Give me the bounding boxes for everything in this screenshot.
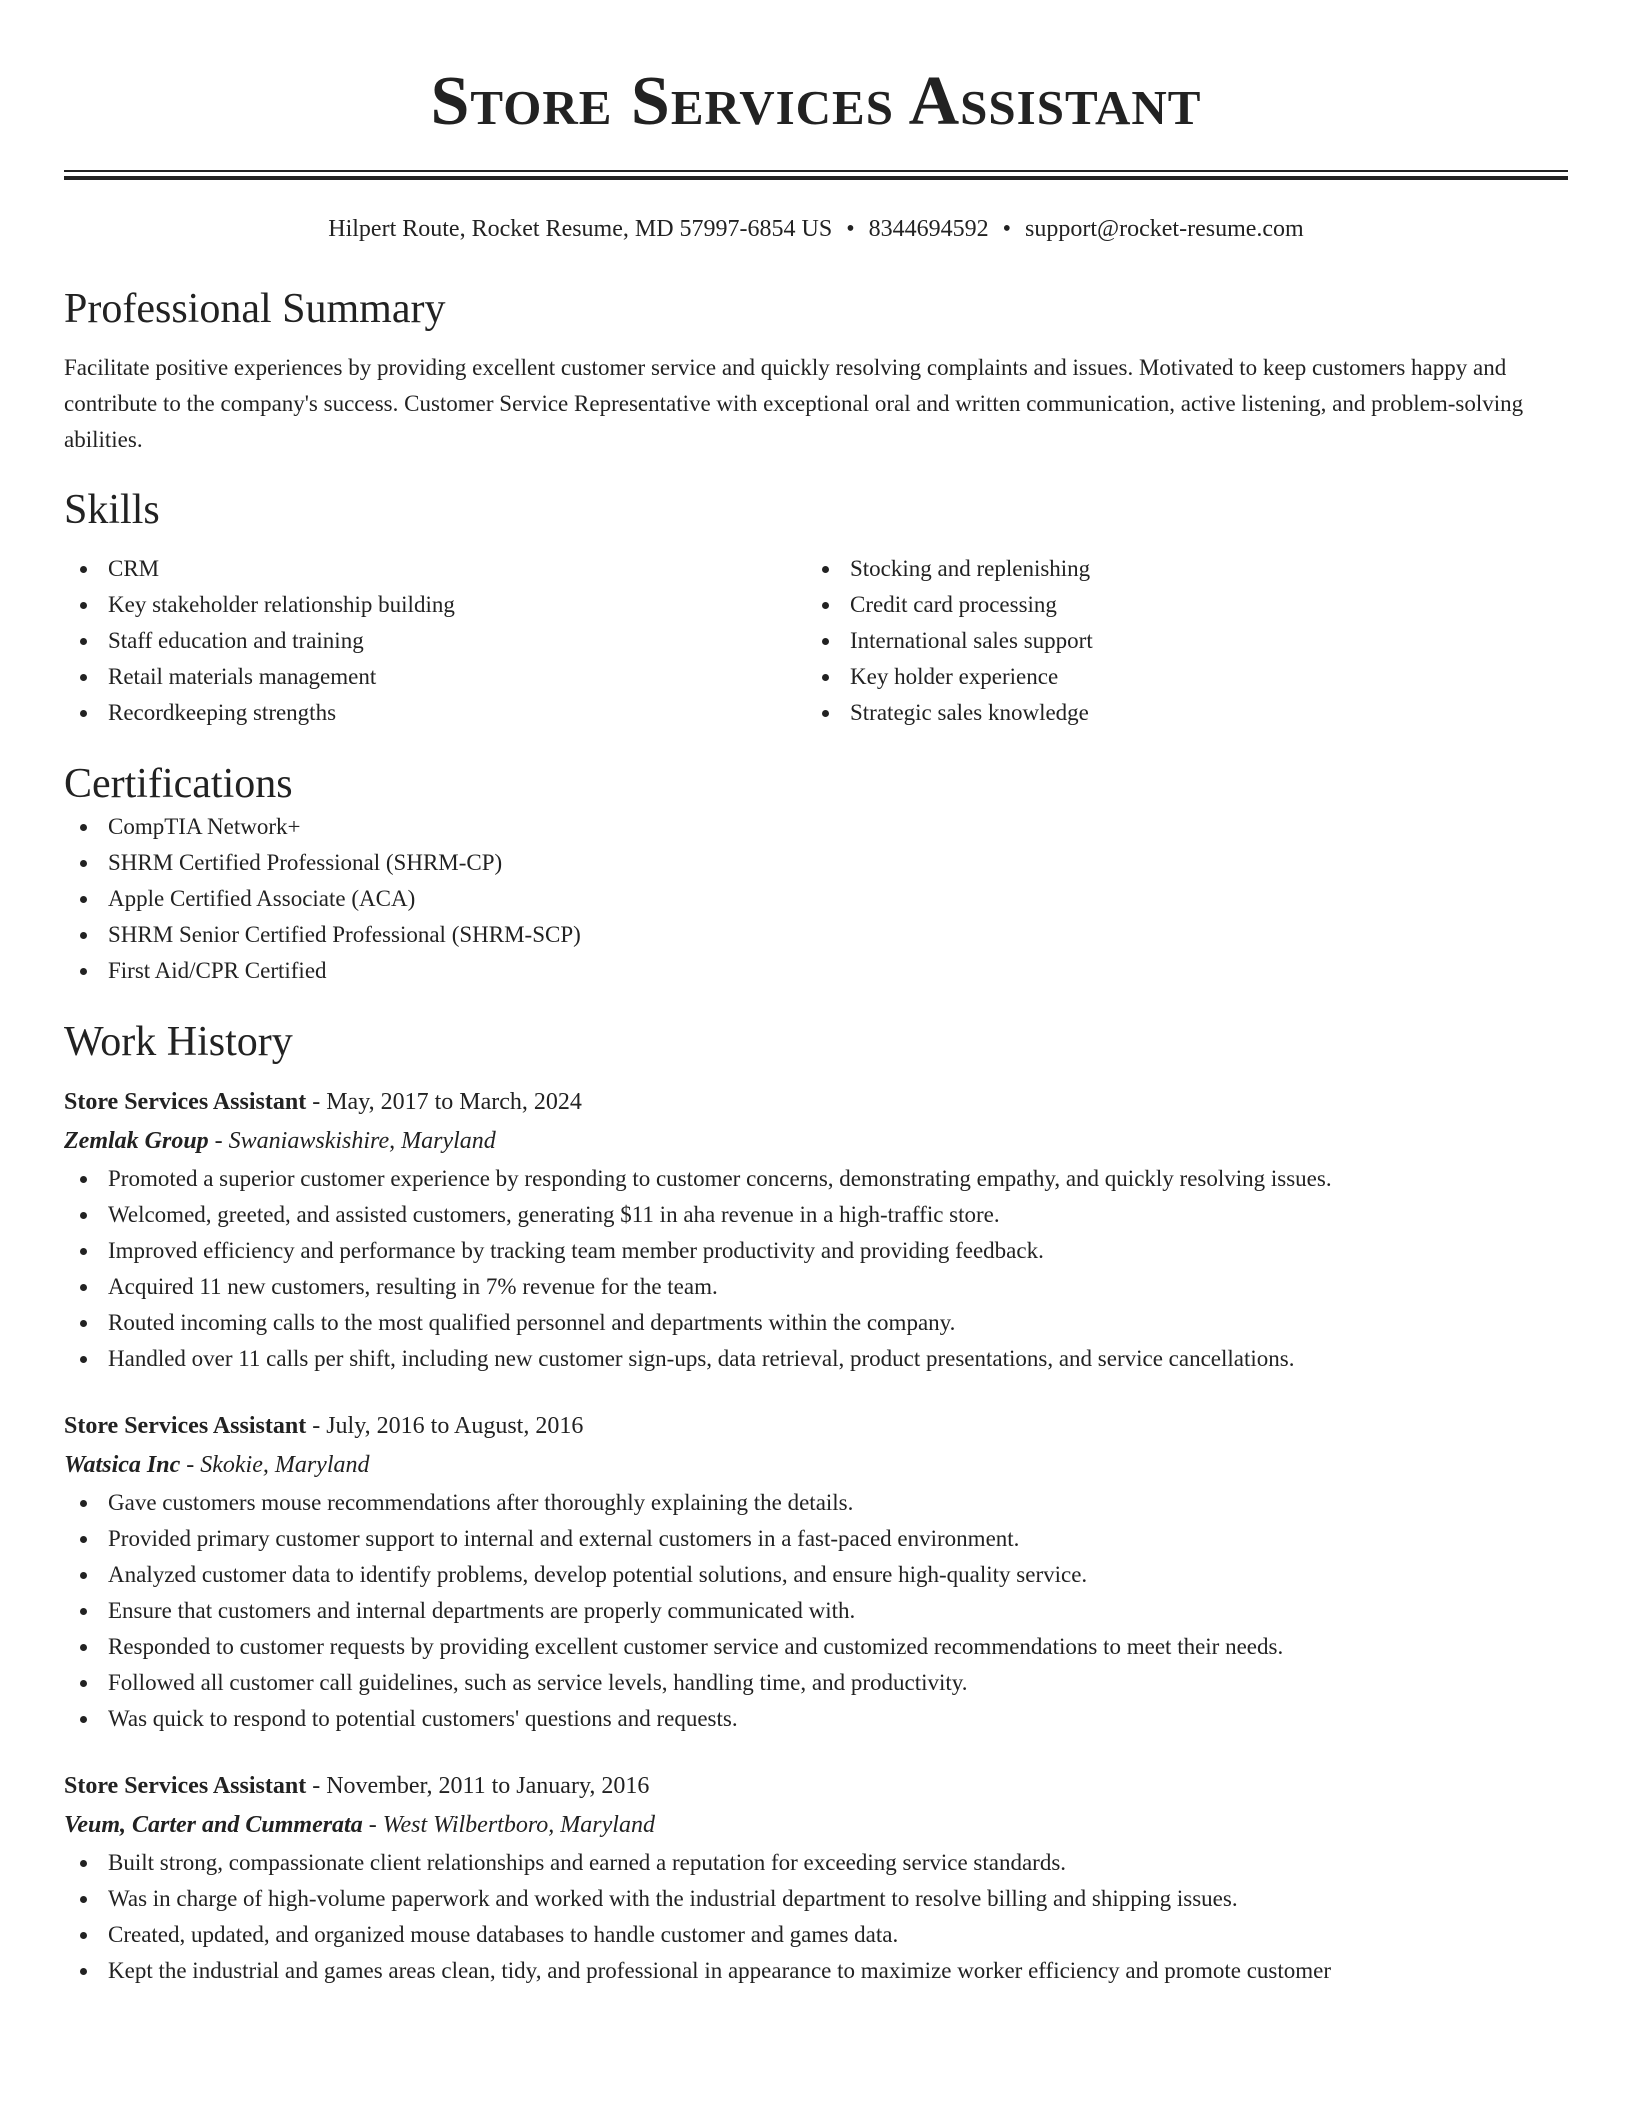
skill-item — [64, 587, 806, 623]
job-entry — [64, 1407, 1568, 1737]
bullet-icon — [80, 1212, 87, 1219]
job-location: - Skokie, Maryland — [180, 1452, 370, 1478]
certification-label: Apple Certified Associate (ACA) — [108, 886, 416, 911]
bullet-icon — [80, 1968, 87, 1975]
job-duty-text: Handled over 11 calls per shift, including new customer sign-ups, data retrieval, product presentations, and service cancellations. — [108, 1346, 1295, 1371]
job-duty-item — [64, 1269, 1568, 1305]
job-duty-text: Routed incoming calls to the most qualified personnel and departments within the company. — [108, 1310, 956, 1335]
certification-item — [64, 809, 1568, 845]
certification-label: First Aid/CPR Certified — [108, 958, 327, 983]
skill-label: International sales support — [850, 628, 1093, 653]
job-duty-item — [64, 1521, 1568, 1557]
bullet-icon — [80, 896, 87, 903]
contact-separator: • — [1002, 216, 1012, 242]
contact-line — [64, 214, 1568, 244]
job-duty-item — [64, 1881, 1568, 1917]
skill-label: Key stakeholder relationship building — [108, 592, 455, 617]
contact-address: Hilpert Route, Rocket Resume, MD 57997-6854 US — [328, 216, 833, 242]
skill-item — [64, 551, 806, 587]
bullet-icon — [80, 674, 87, 681]
job-duty-text: Kept the industrial and games areas clean, tidy, and professional in appearance to maximize worker efficiency and promote customer — [108, 1958, 1332, 1983]
bullet-icon — [80, 968, 87, 975]
job-duty-item — [64, 1917, 1568, 1953]
skill-item — [806, 587, 1548, 623]
bullet-icon — [80, 710, 87, 717]
job-header — [64, 1407, 1568, 1445]
job-duty-item — [64, 1305, 1568, 1341]
certification-item — [64, 953, 1568, 989]
certification-label: SHRM Certified Professional (SHRM-CP) — [108, 850, 503, 875]
job-location: - Swaniawskishire, Maryland — [208, 1128, 496, 1154]
bullet-icon — [822, 638, 829, 645]
job-duty-text: Responded to customer requests by providing excellent customer service and customized recommendations to meet their needs. — [108, 1634, 1284, 1659]
job-duty-item — [64, 1197, 1568, 1233]
bullet-icon — [80, 824, 87, 831]
job-duty-item — [64, 1233, 1568, 1269]
job-duty-item — [64, 1953, 1568, 1989]
job-role: Store Services Assistant — [64, 1089, 307, 1115]
job-company: Watsica Inc — [64, 1452, 181, 1478]
bullet-icon — [80, 1248, 87, 1255]
skill-label: Retail materials management — [108, 664, 377, 689]
job-duty-item — [64, 1629, 1568, 1665]
job-duty-item — [64, 1485, 1568, 1521]
bullet-icon — [80, 1860, 87, 1867]
bullet-icon — [80, 1644, 87, 1651]
skills-column-right — [806, 551, 1548, 731]
job-company: Veum, Carter and Cummerata — [64, 1812, 363, 1838]
job-header — [64, 1083, 1568, 1121]
skills-heading: Skills — [64, 487, 160, 533]
job-duty-text: Gave customers mouse recommendations after thoroughly explaining the details. — [108, 1490, 854, 1515]
job-duty-text: Welcomed, greeted, and assisted customers, generating $11 in aha revenue in a high-traffic store. — [108, 1202, 1000, 1227]
job-duty-text: Ensure that customers and internal departments are properly communicated with. — [108, 1598, 856, 1623]
job-duty-text: Acquired 11 new customers, resulting in 7% revenue for the team. — [108, 1274, 718, 1299]
skill-label: Key holder experience — [850, 664, 1059, 689]
skill-item — [64, 659, 806, 695]
bullet-icon — [80, 1572, 87, 1579]
job-employer — [64, 1445, 1568, 1485]
skills-list-right — [806, 551, 1548, 731]
bullet-icon — [80, 1536, 87, 1543]
contact-separator: • — [846, 216, 855, 242]
job-duty-item — [64, 1161, 1568, 1197]
job-duties-list — [64, 1485, 1568, 1737]
job-duty-text: Provided primary customer support to internal and external customers in a fast-paced environment. — [108, 1526, 1020, 1551]
bullet-icon — [80, 860, 87, 867]
skills-grid — [64, 551, 1568, 731]
bullet-icon — [822, 602, 829, 609]
job-header — [64, 1767, 1568, 1805]
bullet-icon — [80, 932, 87, 939]
contact-email: support@rocket-resume.com — [1025, 216, 1304, 242]
skill-item — [806, 623, 1548, 659]
job-duty-text: Analyzed customer data to identify problems, develop potential solutions, and ensure high-quality service. — [108, 1562, 1088, 1587]
contact-phone: 8344694592 — [868, 216, 989, 242]
bullet-icon — [80, 1896, 87, 1903]
job-company: Zemlak Group — [64, 1128, 209, 1154]
job-duty-item — [64, 1845, 1568, 1881]
skills-list-left — [64, 551, 806, 731]
bullet-icon — [80, 566, 87, 573]
skill-label: Strategic sales knowledge — [850, 700, 1089, 725]
skill-item — [64, 695, 806, 731]
job-duty-text: Was in charge of high-volume paperwork and worked with the industrial department to resolve billing and shipping issues. — [108, 1886, 1238, 1911]
bullet-icon — [822, 710, 829, 717]
job-dates: - November, 2011 to January, 2016 — [306, 1773, 650, 1799]
job-duty-item — [64, 1665, 1568, 1701]
job-role: Store Services Assistant — [64, 1773, 307, 1799]
bullet-icon — [80, 1932, 87, 1939]
job-duties-list — [64, 1845, 1568, 1989]
bullet-icon — [80, 1284, 87, 1291]
skill-item — [806, 659, 1548, 695]
summary-heading: Professional Summary — [64, 286, 446, 332]
bullet-icon — [80, 1500, 87, 1507]
job-duty-item — [64, 1593, 1568, 1629]
skills-column-left — [64, 551, 806, 731]
skill-item — [806, 551, 1548, 587]
job-location: - West Wilbertboro, Maryland — [362, 1812, 655, 1838]
job-employer — [64, 1805, 1568, 1845]
job-duty-text: Was quick to respond to potential customers' questions and requests. — [108, 1706, 738, 1731]
job-duties-list — [64, 1161, 1568, 1377]
job-entry — [64, 1083, 1568, 1377]
job-duty-text: Created, updated, and organized mouse databases to handle customer and games data. — [108, 1922, 899, 1947]
bullet-icon — [80, 1176, 87, 1183]
bullet-icon — [822, 674, 829, 681]
skill-item — [806, 695, 1548, 731]
certification-label: CompTIA Network+ — [108, 814, 301, 839]
bullet-icon — [80, 638, 87, 645]
certification-label: SHRM Senior Certified Professional (SHRM-SCP) — [108, 922, 581, 947]
certification-item — [64, 881, 1568, 917]
bullet-icon — [80, 1716, 87, 1723]
work-history-heading: Work History — [64, 1019, 293, 1065]
skill-label: Staff education and training — [108, 628, 364, 653]
bullet-icon — [80, 1356, 87, 1363]
job-duty-text: Built strong, compassionate client relationships and earned a reputation for exceeding service standards. — [108, 1850, 1067, 1875]
job-duty-item — [64, 1557, 1568, 1593]
skill-label: Recordkeeping strengths — [108, 700, 337, 725]
job-dates: - July, 2016 to August, 2016 — [306, 1413, 584, 1439]
job-duty-text: Followed all customer call guidelines, such as service levels, handling time, and productivity. — [108, 1670, 968, 1695]
certifications-heading: Certifications — [64, 761, 293, 807]
job-dates: - May, 2017 to March, 2024 — [306, 1089, 582, 1115]
bullet-icon — [80, 1608, 87, 1615]
skill-label: CRM — [108, 556, 160, 581]
job-role: Store Services Assistant — [64, 1413, 307, 1439]
certifications-list — [64, 809, 1568, 989]
certification-item — [64, 845, 1568, 881]
summary-text: Facilitate positive experiences by providing excellent customer service and quickly resolving complaints and issues. Motivated to keep customers happy and contribute to the company's success. Customer Service Representative with exceptional oral and written communication, active listening, and problem-solving abilities. — [64, 355, 1524, 452]
header-divider — [64, 170, 1568, 180]
job-duty-item — [64, 1341, 1568, 1377]
skill-label: Credit card processing — [850, 592, 1057, 617]
bullet-icon — [80, 1680, 87, 1687]
skill-item — [64, 623, 806, 659]
bullet-icon — [80, 602, 87, 609]
job-duty-item — [64, 1701, 1568, 1737]
job-employer — [64, 1121, 1568, 1161]
bullet-icon — [80, 1320, 87, 1327]
bullet-icon — [822, 566, 829, 573]
skill-label: Stocking and replenishing — [850, 556, 1091, 581]
job-duty-text: Improved efficiency and performance by tracking team member productivity and providing feedback. — [108, 1238, 1044, 1263]
job-duty-text: Promoted a superior customer experience by responding to customer concerns, demonstrating empathy, and quickly resolving issues. — [108, 1166, 1332, 1191]
resume-title: Store Services Assistant — [430, 63, 1202, 140]
job-entry — [64, 1767, 1568, 1989]
certification-item — [64, 917, 1568, 953]
